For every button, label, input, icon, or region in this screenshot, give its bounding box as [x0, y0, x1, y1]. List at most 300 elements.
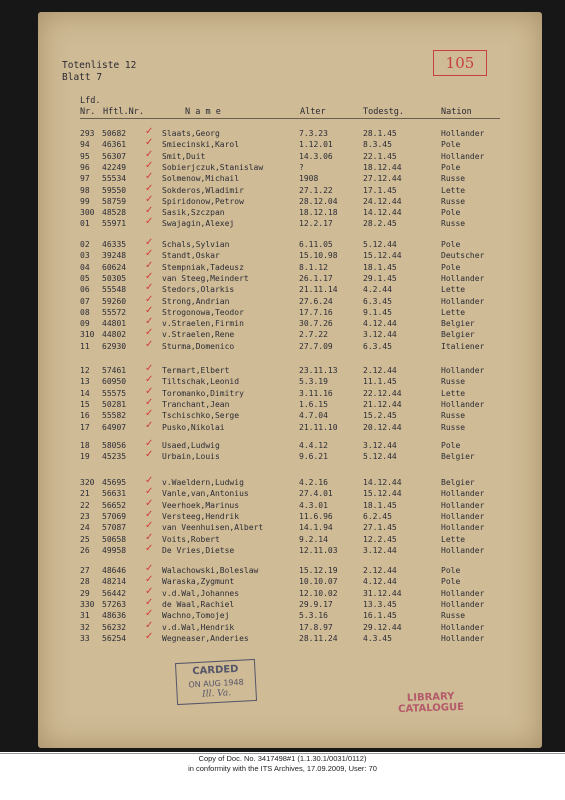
red-check-mark-icon: ✓: [145, 171, 154, 183]
prisoner-name: Tranchant,Jean: [162, 399, 230, 409]
death-date: 24.12.44: [363, 196, 402, 206]
death-date: 31.12.44: [363, 588, 402, 598]
entry-number: 97: [80, 174, 90, 184]
nationality: Lette: [441, 307, 466, 317]
prisoner-name: Pusko,Nikolai: [162, 422, 225, 432]
nationality: Hollander: [441, 545, 485, 555]
prisoner-name: v.Waeldern,Ludwig: [162, 478, 244, 487]
library-stamp: [398, 691, 464, 715]
nationality: Belgier: [441, 319, 475, 329]
red-check-mark-icon: ✓: [145, 259, 154, 271]
prisoner-name: Urbain,Louis: [162, 452, 220, 462]
red-check-mark-icon: ✓: [145, 374, 154, 386]
entry-number: 05: [80, 273, 90, 283]
prisoner-name: Sobierjczuk,Stanislaw: [162, 162, 264, 172]
page-number-stamp: 105: [433, 50, 487, 76]
red-check-mark-icon: ✓: [145, 193, 154, 205]
entry-number: 94: [80, 140, 90, 150]
death-date: 18.1.45: [363, 500, 397, 510]
red-check-mark-icon: ✓: [145, 148, 154, 160]
red-check-mark-icon: ✓: [145, 497, 154, 509]
red-check-mark-icon: ✓: [145, 408, 154, 420]
entry-number: 28: [80, 577, 90, 587]
prisoner-name: Strogonowa,Teodor: [162, 307, 244, 317]
nationality: Hollander: [441, 500, 485, 510]
birth-date: 21.11.10: [299, 422, 338, 432]
nationality: Hollander: [441, 588, 485, 598]
prisoner-name: Termart,Elbert: [162, 366, 230, 375]
death-date: 27.12.44: [363, 174, 402, 184]
document-title: Totenliste 12: [62, 60, 137, 71]
birth-date: 9.2.14: [299, 534, 328, 544]
prisoner-number: 44802: [102, 330, 127, 340]
nationality: Hollander: [441, 523, 485, 533]
birth-date: 21.11.14: [299, 285, 338, 295]
death-date: 21.12.44: [363, 399, 402, 409]
carded-stamp: [175, 659, 257, 705]
prisoner-number: 60624: [102, 262, 127, 272]
entry-number: 293: [80, 129, 95, 138]
death-date: 12.2.45: [363, 534, 397, 544]
death-date: 14.12.44: [363, 478, 402, 487]
red-check-mark-icon: ✓: [145, 608, 154, 620]
birth-date: 30.7.26: [299, 319, 333, 329]
nationality: Russe: [441, 422, 466, 432]
birth-date: 15.12.19: [299, 566, 338, 575]
prisoner-number: 57087: [102, 523, 127, 533]
death-date: 29.12.44: [363, 622, 402, 632]
red-check-mark-icon: ✓: [145, 520, 154, 532]
header-underline: [80, 118, 500, 119]
column-header-lfd: Lfd.: [80, 96, 101, 106]
birth-date: 6.11.05: [299, 240, 333, 249]
red-check-mark-icon: ✓: [145, 385, 154, 397]
birth-date: 8.1.12: [299, 262, 328, 272]
death-date: 27.1.45: [363, 523, 397, 533]
prisoner-name: Sokderos,Wladimir: [162, 185, 244, 195]
prisoner-name: de Waal,Rachiel: [162, 599, 235, 609]
birth-date: ?: [299, 162, 304, 172]
prisoner-number: 55534: [102, 174, 127, 184]
birth-date: 29.9.17: [299, 599, 333, 609]
birth-date: 2.7.22: [299, 330, 328, 340]
nationality: Pole: [441, 441, 461, 450]
red-check-mark-icon: ✓: [145, 248, 154, 260]
prisoner-number: 50658: [102, 534, 127, 544]
birth-date: 14.1.94: [299, 523, 333, 533]
death-date: 22.12.44: [363, 388, 402, 398]
prisoner-number: 50281: [102, 399, 127, 409]
prisoner-name: Vanle,van,Antonius: [162, 489, 249, 499]
entry-number: 12: [80, 366, 90, 375]
prisoner-number: 60950: [102, 377, 127, 387]
prisoner-number: 56232: [102, 622, 127, 632]
library-stamp-line2: CATALOGUE: [398, 701, 465, 716]
prisoner-name: Spiridonow,Petrow: [162, 196, 244, 206]
death-date: 5.12.44: [363, 240, 397, 249]
prisoner-number: 50305: [102, 273, 127, 283]
entry-number: 24: [80, 523, 90, 533]
birth-date: 1.6.15: [299, 399, 328, 409]
death-date: 3.12.44: [363, 330, 397, 340]
nationality: Lette: [441, 388, 466, 398]
death-date: 4.2.44: [363, 285, 392, 295]
nationality: Belgier: [441, 478, 475, 487]
birth-date: 1908: [299, 174, 319, 184]
red-check-mark-icon: ✓: [145, 596, 154, 608]
nationality: Russe: [441, 611, 466, 621]
entry-number: 17: [80, 422, 90, 432]
carded-stamp-line2: ON AUG 1948: [188, 677, 244, 690]
nationality: Pole: [441, 240, 461, 249]
prisoner-number: 56652: [102, 500, 127, 510]
nationality: Russe: [441, 196, 466, 206]
nationality: Pole: [441, 140, 461, 150]
column-header-age: Alter: [300, 107, 326, 117]
entry-number: 29: [80, 588, 90, 598]
prisoner-name: De Vries,Dietse: [162, 545, 235, 555]
red-check-mark-icon: ✓: [145, 396, 154, 408]
prisoner-name: van Steeg,Meindert: [162, 273, 249, 283]
footer-line2: in conformity with the ITS Archives, 17.09.2009, User: 70: [188, 763, 377, 773]
prisoner-number: 59550: [102, 185, 127, 195]
death-date: 16.1.45: [363, 611, 397, 621]
red-check-mark-icon: ✓: [145, 363, 154, 374]
birth-date: 4.2.16: [299, 478, 328, 487]
death-date: 15.12.44: [363, 251, 402, 261]
death-date: 28.1.45: [363, 129, 397, 138]
death-date: 6.2.45: [363, 511, 392, 521]
entry-number: 25: [80, 534, 90, 544]
prisoner-number: 64907: [102, 422, 127, 432]
birth-date: 15.10.98: [299, 251, 338, 261]
prisoner-name: van Veenhuisen,Albert: [162, 523, 264, 533]
red-check-mark-icon: ✓: [145, 475, 154, 486]
nationality: Hollander: [441, 366, 485, 375]
red-check-mark-icon: ✓: [145, 585, 154, 597]
entry-number: 33: [80, 633, 90, 643]
prisoner-name: v.Straelen,Firmin: [162, 319, 244, 329]
prisoner-number: 56631: [102, 489, 127, 499]
red-check-mark-icon: ✓: [145, 137, 154, 149]
nationality: Hollander: [441, 599, 485, 609]
birth-date: 4.3.01: [299, 500, 328, 510]
entry-number: 03: [80, 251, 90, 261]
column-header-name: N a m e: [185, 107, 221, 117]
prisoner-number: 46335: [102, 240, 127, 249]
prisoner-number: 57069: [102, 511, 127, 521]
red-check-mark-icon: ✓: [145, 574, 154, 586]
birth-date: 4.4.12: [299, 441, 328, 450]
red-check-mark-icon: ✓: [145, 486, 154, 498]
prisoner-number: 62930: [102, 341, 127, 351]
death-date: 13.3.45: [363, 599, 397, 609]
library-stamp-line1: LIBRARY: [406, 691, 455, 704]
prisoner-number: 56254: [102, 633, 127, 643]
nationality: Hollander: [441, 151, 485, 161]
birth-date: 11.6.96: [299, 511, 333, 521]
prisoner-name: v.Straelen,Rene: [162, 330, 235, 340]
red-check-mark-icon: ✓: [145, 282, 154, 294]
prisoner-name: Swajagin,Alexej: [162, 219, 235, 229]
entry-number: 19: [80, 452, 90, 462]
nationality: Deutscher: [441, 251, 485, 261]
nationality: Lette: [441, 185, 466, 195]
red-check-mark-icon: ✓: [145, 619, 154, 631]
entry-number: 08: [80, 307, 90, 317]
red-check-mark-icon: ✓: [145, 293, 154, 305]
birth-date: 4.7.04: [299, 411, 328, 421]
nationality: Hollander: [441, 511, 485, 521]
entry-number: 02: [80, 240, 90, 249]
death-date: 4.12.44: [363, 577, 397, 587]
prisoner-name: Solmenow,Michail: [162, 174, 240, 184]
entry-number: 320: [80, 478, 95, 487]
archive-footer: [0, 754, 565, 773]
birth-date: 5.3.19: [299, 377, 328, 387]
prisoner-name: Strong,Andrian: [162, 296, 230, 306]
nationality: Hollander: [441, 273, 485, 283]
nationality: Hollander: [441, 129, 485, 138]
death-date: 22.1.45: [363, 151, 397, 161]
birth-date: 27.6.24: [299, 296, 333, 306]
entry-number: 14: [80, 388, 90, 398]
prisoner-number: 57263: [102, 599, 127, 609]
prisoner-name: Stedors,Olarkis: [162, 285, 235, 295]
death-date: 3.12.44: [363, 441, 397, 450]
red-check-mark-icon: ✓: [145, 508, 154, 520]
red-check-mark-icon: ✓: [145, 438, 154, 449]
prisoner-name: Stempniak,Tadeusz: [162, 262, 244, 272]
entry-number: 26: [80, 545, 90, 555]
prisoner-name: v.d.Wal,Johannes: [162, 588, 240, 598]
prisoner-name: v.d.Wal,Hendrik: [162, 622, 235, 632]
death-date: 2.12.44: [363, 566, 397, 575]
entry-number: 21: [80, 489, 90, 499]
entry-number: 300: [80, 208, 95, 218]
carded-stamp-line1: CARDED: [192, 663, 239, 678]
prisoner-number: 39248: [102, 251, 127, 261]
death-date: 4.3.45: [363, 633, 392, 643]
nationality: Lette: [441, 534, 466, 544]
birth-date: 10.10.07: [299, 577, 338, 587]
prisoner-number: 59260: [102, 296, 127, 306]
prisoner-number: 48214: [102, 577, 127, 587]
death-date: 17.1.45: [363, 185, 397, 195]
birth-date: 27.1.22: [299, 185, 333, 195]
prisoner-name: Sturma,Domenico: [162, 341, 235, 351]
entry-number: 23: [80, 511, 90, 521]
prisoner-number: 48646: [102, 566, 127, 575]
nationality: Hollander: [441, 489, 485, 499]
death-date: 4.12.44: [363, 319, 397, 329]
birth-date: 5.3.16: [299, 611, 328, 621]
prisoner-name: Wachno,Tomojej: [162, 611, 230, 621]
nationality: Belgier: [441, 330, 475, 340]
entry-number: 04: [80, 262, 90, 272]
column-header-nr: Nr.: [80, 107, 96, 117]
prisoner-number: 49958: [102, 545, 127, 555]
prisoner-number: 55572: [102, 307, 127, 317]
entry-number: 27: [80, 566, 90, 575]
death-date: 3.12.44: [363, 545, 397, 555]
red-check-mark-icon: ✓: [145, 542, 154, 554]
prisoner-number: 55971: [102, 219, 127, 229]
death-date: 5.12.44: [363, 452, 397, 462]
nationality: Pole: [441, 566, 461, 575]
prisoner-number: 42249: [102, 162, 127, 172]
carded-stamp-line3: Ill. Va.: [201, 688, 232, 700]
prisoner-number: 45695: [102, 478, 127, 487]
death-date: 14.12.44: [363, 208, 402, 218]
prisoner-number: 58056: [102, 441, 127, 450]
prisoner-name: Tschischko,Serge: [162, 411, 240, 421]
red-check-mark-icon: ✓: [145, 182, 154, 194]
prisoner-name: Toromanko,Dimitry: [162, 388, 244, 398]
prisoner-name: Sasik,Szczpan: [162, 208, 225, 218]
prisoner-number: 55548: [102, 285, 127, 295]
death-date: 6.3.45: [363, 296, 392, 306]
prisoner-number: 50682: [102, 129, 127, 138]
birth-date: 7.3.23: [299, 129, 328, 138]
red-check-mark-icon: ✓: [145, 419, 154, 431]
nationality: Russe: [441, 411, 466, 421]
document-sheet: Blatt 7: [62, 72, 103, 83]
prisoner-name: Smit,Duit: [162, 151, 206, 161]
red-check-mark-icon: ✓: [145, 531, 154, 543]
birth-date: 28.11.24: [299, 633, 338, 643]
prisoner-name: Veerhoek,Marinus: [162, 500, 240, 510]
prisoner-number: 56307: [102, 151, 127, 161]
death-date: 9.1.45: [363, 307, 392, 317]
birth-date: 17.8.97: [299, 622, 333, 632]
birth-date: 9.6.21: [299, 452, 328, 462]
death-date: 6.3.45: [363, 341, 392, 351]
red-check-mark-icon: ✓: [145, 237, 154, 248]
prisoner-number: 55582: [102, 411, 127, 421]
death-date: 20.12.44: [363, 422, 402, 432]
red-check-mark-icon: ✓: [145, 316, 154, 328]
red-check-mark-icon: ✓: [145, 216, 154, 228]
birth-date: 12.11.03: [299, 545, 338, 555]
red-check-mark-icon: ✓: [145, 563, 154, 574]
nationality: Hollander: [441, 399, 485, 409]
nationality: Hollander: [441, 633, 485, 643]
red-check-mark-icon: ✓: [145, 630, 154, 642]
nationality: Russe: [441, 219, 466, 229]
prisoner-number: 44801: [102, 319, 127, 329]
nationality: Lette: [441, 285, 466, 295]
entry-number: 13: [80, 377, 90, 387]
entry-number: 11: [80, 341, 90, 351]
birth-date: 17.7.16: [299, 307, 333, 317]
prisoner-number: 45235: [102, 452, 127, 462]
death-date: 11.1.45: [363, 377, 397, 387]
prisoner-name: Walachowski,Boleslaw: [162, 566, 259, 575]
prisoner-name: Wegneaser,Anderies: [162, 633, 249, 643]
nationality: Hollander: [441, 296, 485, 306]
prisoner-name: Versteeg,Hendrik: [162, 511, 240, 521]
nationality: Hollander: [441, 622, 485, 632]
prisoner-number: 55575: [102, 388, 127, 398]
birth-date: 23.11.13: [299, 366, 338, 375]
entry-number: 330: [80, 599, 95, 609]
death-date: 8.3.45: [363, 140, 392, 150]
nationality: Belgier: [441, 452, 475, 462]
nationality: Russe: [441, 377, 466, 387]
red-check-mark-icon: ✓: [145, 338, 154, 350]
prisoner-number: 57461: [102, 366, 127, 375]
nationality: Pole: [441, 262, 461, 272]
entry-number: 16: [80, 411, 90, 421]
entry-number: 07: [80, 296, 90, 306]
nationality: Pole: [441, 577, 461, 587]
death-date: 18.1.45: [363, 262, 397, 272]
birth-date: 3.11.16: [299, 388, 333, 398]
birth-date: 1.12.01: [299, 140, 333, 150]
birth-date: 28.12.04: [299, 196, 338, 206]
nationality: Pole: [441, 208, 461, 218]
red-check-mark-icon: ✓: [145, 126, 154, 137]
red-check-mark-icon: ✓: [145, 327, 154, 339]
death-date: 2.12.44: [363, 366, 397, 375]
prisoner-name: Standt,Oskar: [162, 251, 220, 261]
prisoner-name: Tiltschak,Leonid: [162, 377, 240, 387]
birth-date: 12.10.02: [299, 588, 338, 598]
birth-date: 27.7.09: [299, 341, 333, 351]
entry-number: 32: [80, 622, 90, 632]
birth-date: 14.3.06: [299, 151, 333, 161]
footer-line1: Copy of Doc. No. 3417498#1 (1.1.30.1/0031/0112): [198, 754, 367, 763]
nationality: Pole: [441, 162, 461, 172]
entry-number: 09: [80, 319, 90, 329]
column-header-death-date: Todestg.: [363, 107, 404, 117]
birth-date: 18.12.18: [299, 208, 338, 218]
red-check-mark-icon: ✓: [145, 205, 154, 217]
prisoner-number: 46361: [102, 140, 127, 150]
red-check-mark-icon: ✓: [145, 449, 154, 461]
death-date: 29.1.45: [363, 273, 397, 283]
column-header-hftl-nr: Hftl.Nr.: [103, 107, 144, 117]
prisoner-number: 48636: [102, 611, 127, 621]
prisoner-number: 48528: [102, 208, 127, 218]
prisoner-name: Voits,Robert: [162, 534, 220, 544]
prisoner-name: Waraska,Zygmunt: [162, 577, 235, 587]
prisoner-number: 58759: [102, 196, 127, 206]
prisoner-name: Usaed,Ludwig: [162, 441, 220, 450]
entry-number: 15: [80, 399, 90, 409]
birth-date: 26.1.17: [299, 273, 333, 283]
death-date: 15.2.45: [363, 411, 397, 421]
prisoner-name: Schals,Sylvian: [162, 240, 230, 249]
entry-number: 96: [80, 162, 90, 172]
prisoner-number: 56442: [102, 588, 127, 598]
red-check-mark-icon: ✓: [145, 270, 154, 282]
prisoner-name: Smiecinski,Karol: [162, 140, 240, 150]
nationality: Russe: [441, 174, 466, 184]
birth-date: 12.2.17: [299, 219, 333, 229]
entry-number: 99: [80, 196, 90, 206]
entry-number: 01: [80, 219, 90, 229]
death-date: 28.2.45: [363, 219, 397, 229]
column-header-nation: Nation: [441, 107, 472, 117]
prisoner-name: Slaats,Georg: [162, 129, 220, 138]
red-check-mark-icon: ✓: [145, 304, 154, 316]
entry-number: 95: [80, 151, 90, 161]
entry-number: 98: [80, 185, 90, 195]
birth-date: 27.4.01: [299, 489, 333, 499]
red-check-mark-icon: ✓: [145, 159, 154, 171]
